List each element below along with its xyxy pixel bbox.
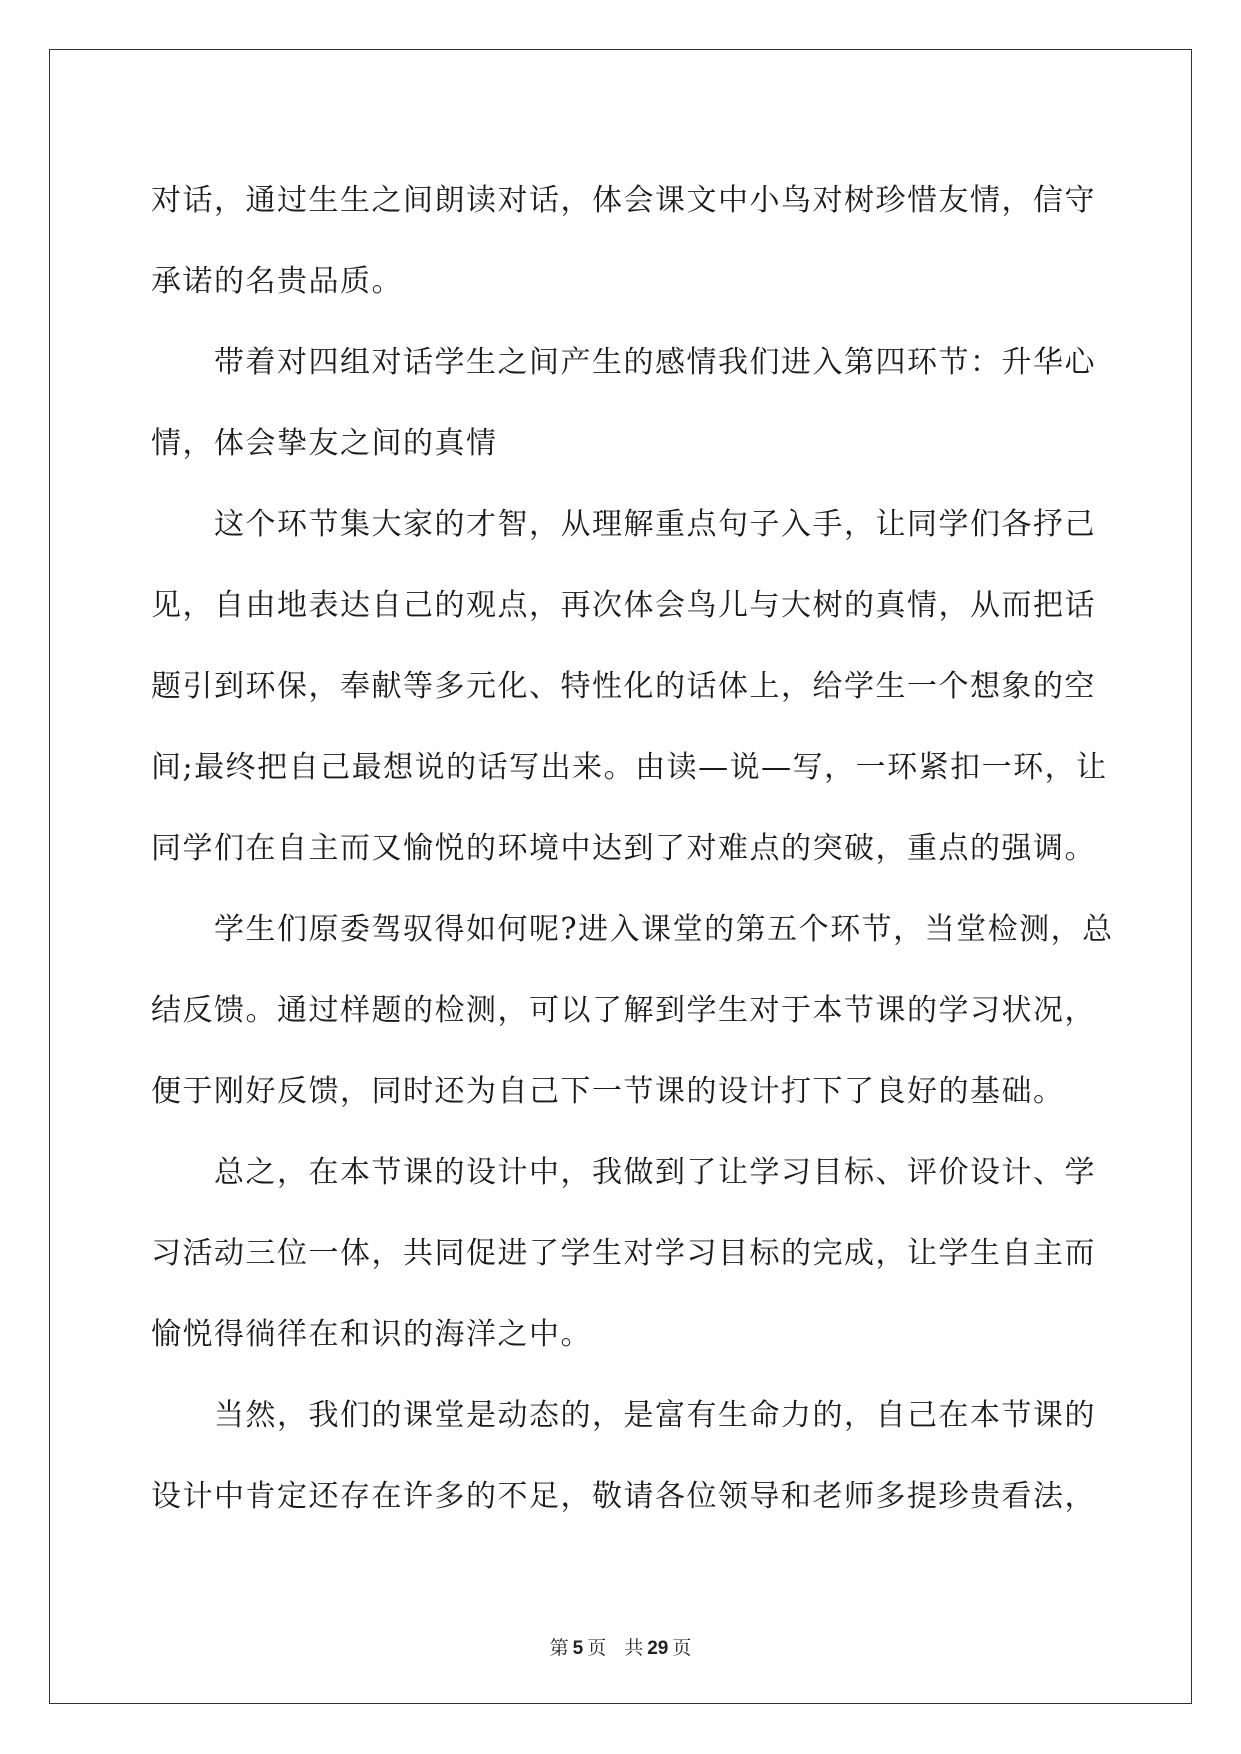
text-line: 愉悦得徜徉在和识的海洋之中。 <box>151 1317 592 1352</box>
text-line: 对话，通过生生之间朗读对话，体会课文中小鸟对树珍惜友情，信守 <box>151 183 1096 218</box>
paragraph-first-line: 当然，我们的课堂是动态的，是富有生命力的，自己在本节课的 <box>214 1398 1096 1433</box>
text-line: 设计中肯定还存在许多的不足，敬请各位领导和老师多提珍贵看法， <box>151 1479 1096 1514</box>
text-line: 同学们在自主而又愉悦的环境中达到了对难点的突破，重点的强调。 <box>151 831 1096 866</box>
page-number: 5 <box>572 1638 584 1659</box>
text-line: 题引到环保，奉献等多元化、特性化的话体上，给学生一个想象的空 <box>151 669 1096 704</box>
total-pages: 29 <box>647 1638 669 1659</box>
total-prefix: 共 <box>624 1637 644 1659</box>
paragraph-first-line: 带着对四组对话学生之间产生的感情我们进入第四环节：升华心 <box>214 345 1096 380</box>
document-body <box>151 160 1114 1537</box>
paragraph-first-line: 学生们原委驾驭得如何呢?进入课堂的第五个环节，当堂检测，总 <box>214 912 1114 947</box>
page-prefix: 第 <box>549 1637 569 1659</box>
total-suffix: 页 <box>672 1637 692 1659</box>
text-line: 承诺的名贵品质。 <box>151 264 403 299</box>
text-line: 情，体会挚友之间的真情 <box>151 426 498 461</box>
text-line: 便于刚好反馈，同时还为自己下一节课的设计打下了良好的基础。 <box>151 1074 1065 1109</box>
page-footer <box>0 1633 1241 1660</box>
paragraph-first-line: 这个环节集大家的才智，从理解重点句子入手，让同学们各抒己 <box>214 507 1096 542</box>
paragraph-first-line: 总之，在本节课的设计中，我做到了让学习目标、评价设计、学 <box>214 1155 1096 1190</box>
text-line: 见，自由地表达自己的观点，再次体会鸟儿与大树的真情，从而把话 <box>151 588 1096 623</box>
page-suffix: 页 <box>587 1637 607 1659</box>
text-line: 结反馈。通过样题的检测，可以了解到学生对于本节课的学习状况， <box>151 993 1096 1028</box>
text-line: 间;最终把自己最想说的话写出来。由读—说—写，一环紧扣一环，让 <box>151 750 1108 785</box>
text-line: 习活动三位一体，共同促进了学生对学习目标的完成，让学生自主而 <box>151 1236 1096 1271</box>
